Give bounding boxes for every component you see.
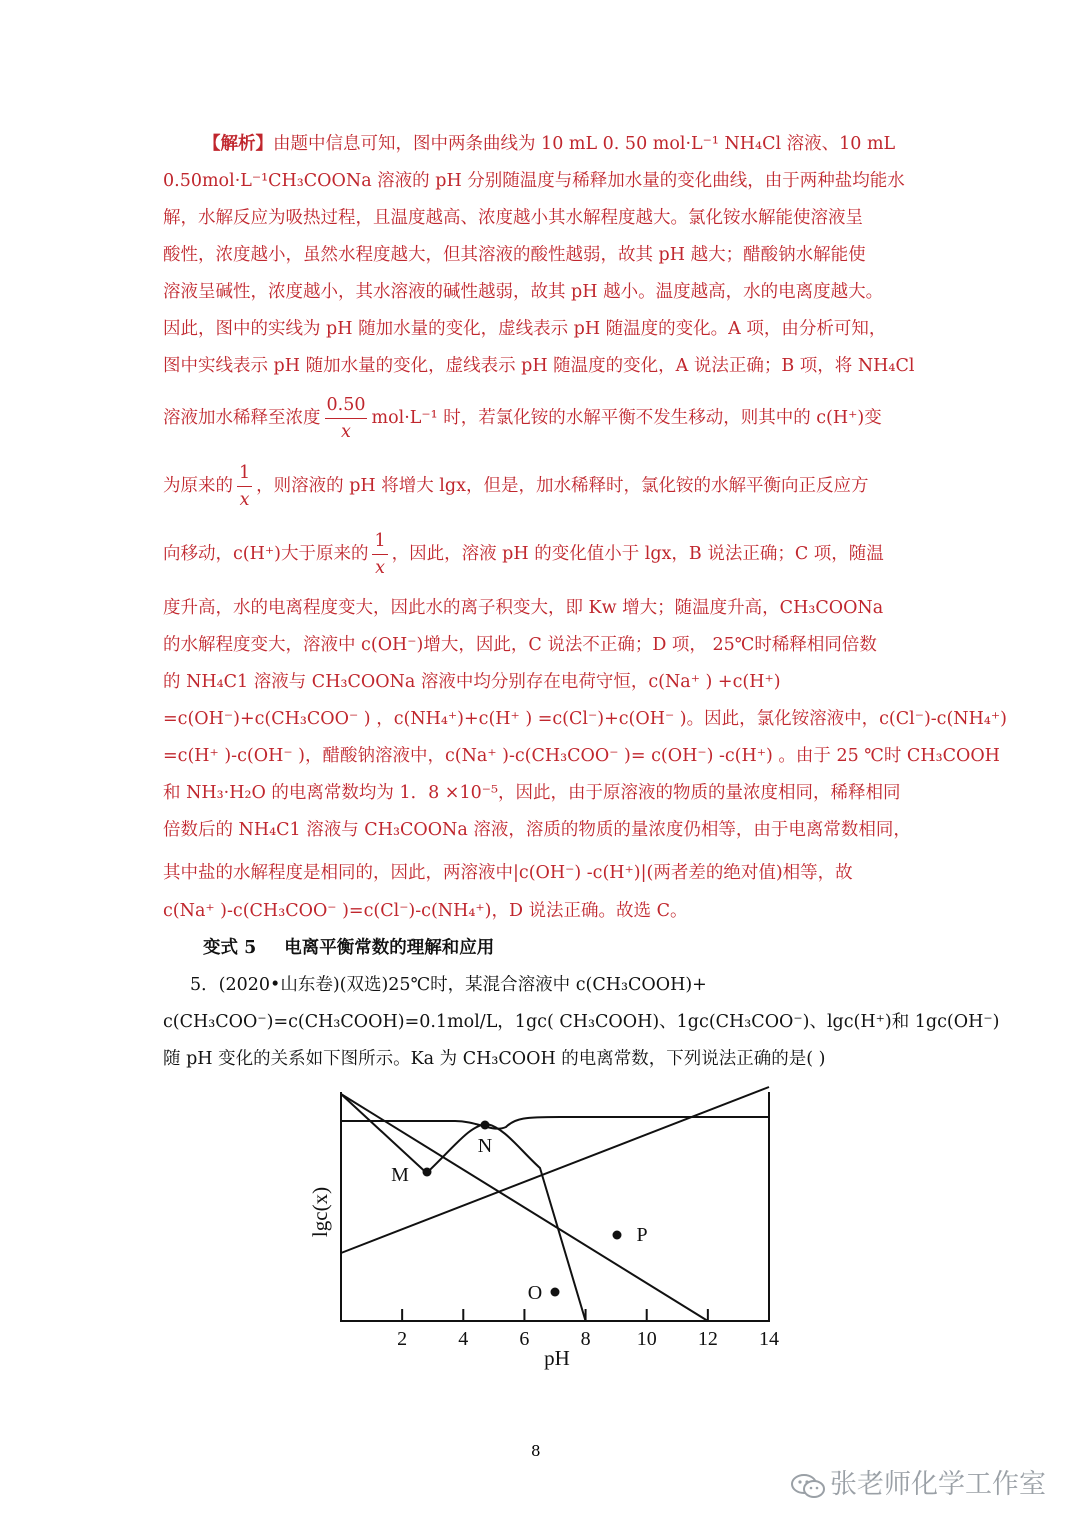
- analysis-line-19: c(Na⁺ )-c(CH₃COO⁻ )=c(Cl⁻)-c(NH₄⁺)，D 说法正确。故选 C。: [163, 901, 688, 921]
- analysis-text: 向移动，c(H⁺)大于原来的: [163, 544, 369, 564]
- analysis-line-7: 图中实线表示 pH 随加水量的变化，虚线表示 pH 随温度的变化，A 说法正确；B 项，将 NH₄Cl: [163, 356, 915, 376]
- y-axis-label: lgc(x): [308, 1186, 332, 1238]
- analysis-text: mol·L⁻¹ 时，若氯化铵的水解平衡不发生移动，则其中的 c(H⁺)变: [371, 408, 882, 428]
- question-line-3: 随 pH 变化的关系如下图所示。Ka 为 CH₃COOH 的电离常数，下列说法正确的是( ): [163, 1049, 826, 1069]
- question-line-1: 5．(2020•山东卷)(双选)25℃时，某混合溶液中 c(CH₃COOH)+: [190, 975, 707, 995]
- point-O: [551, 1288, 560, 1297]
- section-label: 变式 5: [203, 938, 257, 958]
- wechat-icon: [790, 1473, 826, 1499]
- plot-frame: [341, 1092, 769, 1321]
- analysis-line-14: =c(OH⁻)+c(CH₃COO⁻ ) ，c(NH₄⁺)+c(H⁺ ) =c(Cl⁻)+c(OH⁻ )。因此，氯化铵溶液中，c(Cl⁻)-c(NH₄⁺): [163, 709, 1007, 729]
- analysis-text: ，因此，溶液 pH 的变化值小于 lgx，B 说法正确；C 项，随温: [391, 544, 884, 564]
- x-tick-label: 12: [697, 1328, 718, 1350]
- point-label-M: M: [391, 1164, 409, 1186]
- x-tick-label: 14: [759, 1328, 779, 1350]
- analysis-line-18: 其中盐的水解程度是相同的，因此，两溶液中|c(OH⁻) -c(H⁺)|(两者差的绝对值)相等，故: [163, 863, 853, 883]
- analysis-line-17: 倍数后的 NH₄C1 溶液与 CH₃COONa 溶液，溶质的物质的量浓度仍相等，由于电离常数相同，: [163, 820, 911, 840]
- x-tick-label: 6: [519, 1328, 530, 1350]
- x-tick-label: 8: [580, 1328, 591, 1350]
- x-tick-label: 10: [636, 1328, 657, 1350]
- analysis-line-16: 和 NH₃·H₂O 的电离常数均为 1．8 ×10⁻⁵，因此，由于原溶液的物质的量浓度相同，稀释相同: [163, 783, 901, 803]
- analysis-line-11: 度升高，水的电离程度变大，因此水的离子积变大，即 Kw 增大；随温度升高，CH₃COONa: [163, 598, 884, 618]
- fraction-denominator: x: [375, 558, 385, 578]
- analysis-line-6: 因此，图中的实线为 pH 随加水量的变化，虚线表示 pH 随温度的变化。A 项，由分析可知，: [163, 319, 887, 339]
- analysis-line-15: =c(H⁺ )-c(OH⁻ )，醋酸钠溶液中，c(Na⁺ )-c(CH₃COO⁻ )= c(OH⁻) -c(H⁺) 。由于 25 ℃时 CH₃COOH: [163, 746, 1000, 766]
- fraction-denominator: x: [341, 422, 351, 442]
- fraction-numerator: 1: [237, 460, 252, 487]
- series-line-4: [341, 1094, 586, 1321]
- analysis-text: 溶液加水稀释至浓度: [163, 408, 321, 428]
- point-label-P: P: [636, 1224, 648, 1246]
- fraction-denominator: x: [239, 490, 250, 510]
- analysis-line-3: 解，水解反应为吸热过程，且温度越高、浓度越小其水解程度越大。氯化铵水解能使溶液呈: [163, 208, 863, 228]
- fraction-numerator: 0.50: [325, 392, 368, 419]
- analysis-heading: 【解析】: [203, 134, 273, 154]
- point-M: [423, 1168, 432, 1177]
- analysis-text: ，则溶液的 pH 将增大 lgx，但是，加水稀释时，氯化铵的水解平衡向正反应方: [256, 476, 869, 496]
- point-N: [481, 1121, 490, 1130]
- analysis-text: 由题中信息可知，图中两条曲线为 10 mL 0. 50 mol·L⁻¹ NH₄Cl 溶液、10 mL: [273, 134, 896, 154]
- section-title: 电离平衡常数的理解和应用: [284, 938, 495, 958]
- x-axis-label: pH: [544, 1346, 570, 1370]
- point-label-O: O: [527, 1282, 543, 1304]
- analysis-line-5: 溶液呈碱性，浓度越小，其水溶液的碱性越弱，故其 pH 越小。温度越高，水的电离度越大。: [163, 282, 884, 302]
- page-number: 8: [531, 1442, 541, 1460]
- fraction-numerator: 1: [372, 528, 387, 555]
- x-tick-label: 4: [458, 1328, 469, 1350]
- series-line-1: [341, 1094, 708, 1321]
- x-tick-label: 2: [397, 1328, 408, 1350]
- analysis-line-4: 酸性，浓度越小，虽然水程度越大，但其溶液的酸性越弱，故其 pH 越大；醋酸钠水解能使: [163, 245, 866, 265]
- watermark-text: 张老师化学工作室: [830, 1469, 1046, 1500]
- analysis-line-2: 0.50mol·L⁻¹CH₃COONa 溶液的 pH 分别随温度与稀释加水量的变化曲线，由于两种盐均能水: [163, 171, 905, 191]
- watermark: [790, 1462, 1046, 1501]
- question-line-2: c(CH₃COO⁻)=c(CH₃COOH)=0.1mol/L，1gc( CH₃COOH)、1gc(CH₃COO⁻)、lgc(H⁺)和 1gc(OH⁻): [163, 1012, 1000, 1032]
- analysis-line-13: 的 NH₄C1 溶液与 CH₃COONa 溶液中均分别存在电荷守恒，c(Na⁺ ) +c(H⁺): [163, 672, 781, 692]
- point-label-N: N: [477, 1135, 493, 1157]
- analysis-line-12: 的水解程度变大，溶液中 c(OH⁻)增大，因此，C 说法不正确；D 项， 25℃时稀释相同倍数: [163, 635, 877, 655]
- series-line-3: [341, 1117, 769, 1129]
- analysis-text: 为原来的: [163, 476, 233, 496]
- point-P: [613, 1231, 622, 1240]
